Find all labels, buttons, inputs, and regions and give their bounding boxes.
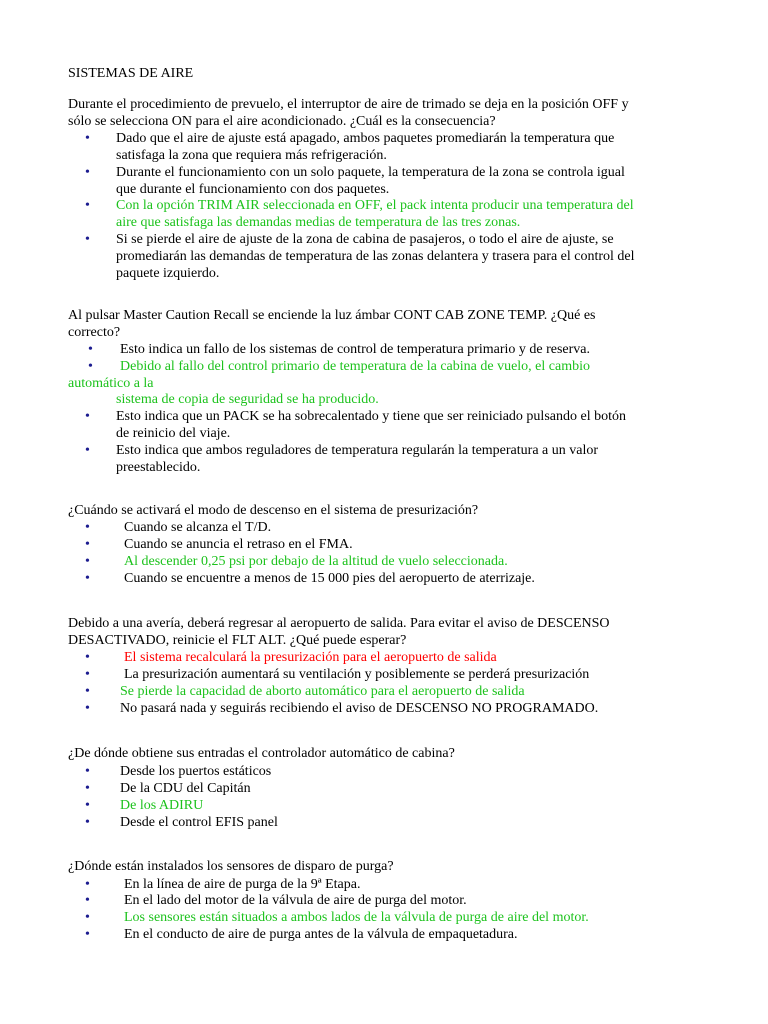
bullet-icon: • (88, 359, 93, 374)
bullet-icon: • (85, 877, 90, 892)
bullet-icon: • (85, 198, 90, 213)
q2-answer2-line1-correct: Debido al fallo del control primario de temperatura de la cabina de vuelo, el cambio (120, 359, 590, 374)
q2-answer3-line1: Esto indica que un PACK se ha sobrecalentado y tiene que ser reiniciado pulsando el botón (116, 409, 626, 424)
q1-answer2-line2: que durante el funcionamiento con dos paquetes. (116, 182, 390, 197)
bullet-icon: • (85, 232, 90, 247)
q6-answer2: En el lado del motor de la válvula de aire de purga del motor. (124, 893, 467, 908)
q5-answer1: Desde los puertos estáticos (120, 764, 272, 779)
q1-answer3-line1-correct: Con la opción TRIM AIR seleccionada en OFF, el pack intenta producir una temperatura del (116, 198, 634, 213)
q6-stem: ¿Dónde están instalados los sensores de disparo de purga? (68, 859, 394, 874)
q2-stem-line2: correcto? (68, 325, 121, 340)
q2-answer4-line2: preestablecido. (116, 460, 201, 475)
bullet-icon: • (85, 443, 90, 458)
q1-answer4-line1: Si se pierde el aire de ajuste de la zona de cabina de pasajeros, o todo el aire de ajuste, se (116, 232, 614, 247)
document-title: SISTEMAS DE AIRE (68, 66, 194, 81)
q6-answer3-correct: Los sensores están situados a ambos lados de la válvula de purga de aire del motor. (124, 910, 589, 925)
bullet-icon: • (85, 650, 90, 665)
bullet-icon: • (85, 798, 90, 813)
q4-stem-line1: Debido a una avería, deberá regresar al aeropuerto de salida. Para evitar el aviso de DESCENSO (68, 616, 610, 631)
q4-stem-line2: DESACTIVADO, reinicie el FLT ALT. ¿Qué puede esperar? (68, 633, 407, 648)
q2-answer1: Esto indica un fallo de los sistemas de control de temperatura primario y de reserva. (120, 342, 591, 357)
q3-answer1: Cuando se alcanza el T/D. (124, 520, 272, 535)
q5-answer4: Desde el control EFIS panel (120, 815, 278, 830)
bullet-icon: • (88, 342, 93, 357)
bullet-icon: • (85, 554, 90, 569)
q5-answer2: De la CDU del Capitán (120, 781, 251, 796)
q1-answer4-line3: paquete izquierdo. (116, 266, 220, 281)
bullet-icon: • (85, 910, 90, 925)
bullet-icon: • (85, 927, 90, 942)
q2-answer2-line3-correct: sistema de copia de seguridad se ha producido. (116, 392, 379, 407)
bullet-icon: • (85, 131, 90, 146)
bullet-icon: • (85, 667, 90, 682)
bullet-icon: • (85, 571, 90, 586)
q1-stem-line2: sólo se selecciona ON para el aire acondicionado. ¿Cuál es la consecuencia? (68, 114, 496, 129)
q4-answer2: La presurización aumentará su ventilación y posiblemente se perderá presurización (124, 667, 590, 682)
q3-answer3-correct: Al descender 0,25 psi por debajo de la altitud de vuelo seleccionada. (124, 554, 508, 569)
q5-answer3-correct: De los ADIRU (120, 798, 204, 813)
bullet-icon: • (85, 815, 90, 830)
bullet-icon: • (85, 520, 90, 535)
q5-stem: ¿De dónde obtiene sus entradas el controlador automático de cabina? (68, 746, 455, 761)
q2-answer4-line1: Esto indica que ambos reguladores de temperatura regularán la temperatura a un valor (116, 443, 599, 458)
q1-answer4-line2: promediarán las demandas de temperatura de las zonas delantera y trasera para el control del (116, 249, 635, 264)
bullet-icon: • (85, 701, 90, 716)
q6-answer4: En el conducto de aire de purga antes de la válvula de empaquetadura. (124, 927, 518, 942)
q1-stem-line1: Durante el procedimiento de prevuelo, el interruptor de aire de trimado se deja en la posición OFF y (68, 97, 629, 112)
q2-answer3-line2: de reinicio del viaje. (116, 426, 231, 441)
bullet-icon: • (85, 684, 90, 699)
bullet-icon: • (85, 409, 90, 424)
q4-answer4: No pasará nada y seguirás recibiendo el aviso de DESCENSO NO PROGRAMADO. (120, 701, 599, 716)
q4-answer1-marked: El sistema recalculará la presurización para el aeropuerto de salida (124, 650, 497, 665)
q1-answer1-line2: satisfaga la zona que requiera más refrigeración. (116, 148, 387, 163)
q1-answer3-line2-correct: aire que satisfaga las demandas medias de temperatura de las tres zonas. (116, 215, 521, 230)
q3-answer2: Cuando se anuncia el retraso en el FMA. (124, 537, 353, 552)
bullet-icon: • (85, 764, 90, 779)
q1-answer1-line1: Dado que el aire de ajuste está apagado, ambos paquetes promediarán la temperatura que (116, 131, 615, 146)
q3-answer4: Cuando se encuentre a menos de 15 000 pies del aeropuerto de aterrizaje. (124, 571, 535, 586)
bullet-icon: • (85, 165, 90, 180)
q2-answer2-line2-correct: automático a la (68, 376, 154, 391)
q2-stem-line1: Al pulsar Master Caution Recall se enciende la luz ámbar CONT CAB ZONE TEMP. ¿Qué es (68, 308, 596, 323)
q6-answer1: En la línea de aire de purga de la 9ª Etapa. (124, 877, 361, 892)
bullet-icon: • (85, 893, 90, 908)
q4-answer3-correct: Se pierde la capacidad de aborto automático para el aeropuerto de salida (120, 684, 525, 699)
bullet-icon: • (85, 537, 90, 552)
bullet-icon: • (85, 781, 90, 796)
q1-answer2-line1: Durante el funcionamiento con un solo paquete, la temperatura de la zona se controla igual (116, 165, 625, 180)
q3-stem: ¿Cuándo se activará el modo de descenso en el sistema de presurización? (68, 503, 479, 518)
